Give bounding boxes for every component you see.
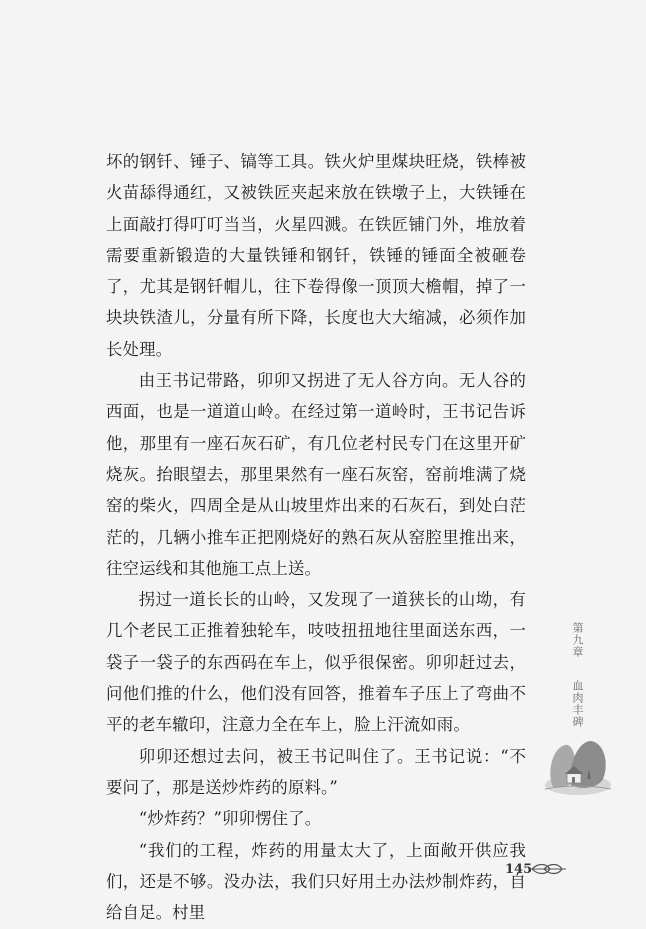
body-text: [106, 146, 526, 928]
leaf-ornament-icon: [530, 861, 568, 877]
page-number: 145: [505, 862, 533, 877]
paragraph-1: 坏的钢钎、锤子、镐等工具。铁火炉里煤块旺烧，铁棒被火苗舔得通红，又被铁匠夹起来放在铁墩子上，大铁锤在上面敲打得叮叮当当，火星四溅。在铁匠铺门外，堆放着需要重新锻造的大量铁锤和钢钎，铁锤的锤面全被砸卷了，尤其是钢钎帽儿，往下卷得像一顶顶大檐帽，掉了一块块铁渣儿，分量有所下降，长度也大大缩减，必须作加长处理。: [106, 152, 526, 359]
side-chapter-label: 第九章: [571, 622, 584, 658]
tree-house-illustration-icon: [543, 735, 613, 797]
side-chapter-title: 血肉丰碑: [571, 680, 584, 728]
paragraph-6: “我们的工程，炸药的用量太大了，上面敞开供应我们，还是不够。没办法，我们只好用土办法炒制炸药，自给自足。村里: [106, 840, 526, 923]
paragraph-2: 由王书记带路，卯卯又拐进了无人谷方向。无人谷的西面，也是一道道山岭。在经过第一道岭时，王书记告诉他，那里有一座石灰石矿，有几位老村民专门在这里开矿烧灰。抬眼望去，那里果然有一座石灰窑，窑前堆满了烧窑的柴火，四周全是从山坡里炸出来的石灰石，到处白茫茫的，几辆小推车正把刚烧好的熟石灰从窑腔里推出来，往空运线和其他施工点上送。: [106, 371, 526, 578]
paragraph-5: “炒炸药？”卯卯愣住了。: [138, 809, 322, 829]
paragraph-3: 拐过一道长长的山岭，又发现了一道狭长的山坳，有几个老民工正推着独轮车，吱吱扭扭地往里面送东西，一袋子一袋子的东西码在车上，似乎很保密。卯卯赶过去，问他们推的什么，他们没有回答，推着车子压上了弯曲不平的老车辙印，注意力全在车上，脸上汗流如雨。: [106, 590, 526, 735]
paragraph-4: 卯卯还想过去问，被王书记叫住了。王书记说：“不要问了，那是送炒炸药的原料。”: [106, 746, 526, 797]
